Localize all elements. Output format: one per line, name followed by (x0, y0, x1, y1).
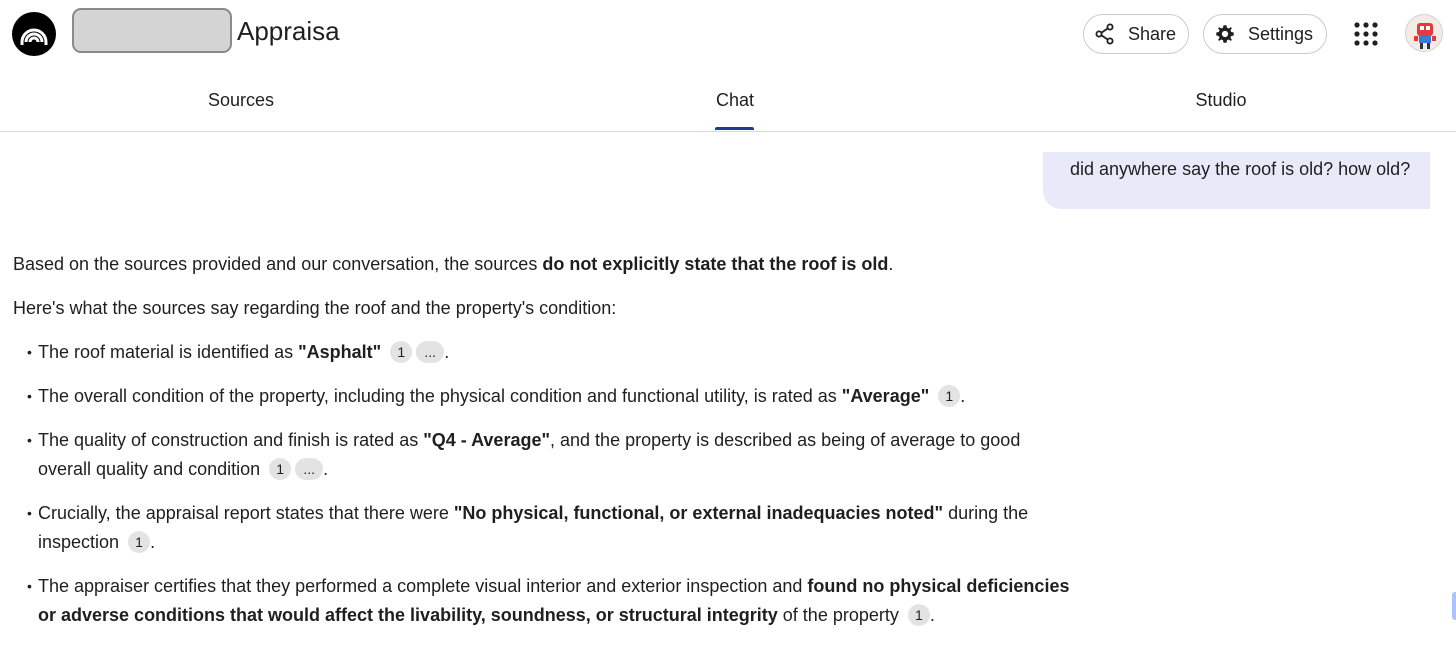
answer-bullet-list (13, 338, 1073, 630)
user-message-text: did anywhere say the roof is old? how old? (1070, 159, 1411, 179)
list-item (13, 382, 1073, 411)
scrollbar-handle[interactable] (1452, 592, 1456, 620)
answer-lead: Here's what the sources say regarding the roof and the property's condition: (13, 298, 617, 318)
notebook-logo-icon[interactable] (12, 12, 56, 56)
citation-more-chip[interactable]: ... (295, 458, 323, 480)
bullet-text: The appraiser certifies that they performed a complete visual interior and exterior inspection and (38, 576, 808, 596)
tab-chat[interactable]: Chat (715, 90, 755, 110)
redacted-title-box[interactable] (72, 8, 232, 53)
citation-chip[interactable]: 1 (938, 385, 960, 407)
bullet-period: . (444, 342, 450, 362)
settings-label: Settings (1248, 23, 1314, 44)
bullet-text: The overall condition of the property, including the physical condition and functional utility, is rated as (38, 386, 842, 406)
tab-studio[interactable]: Studio (1195, 90, 1247, 110)
bullet-text: Crucially, the appraisal report states that there were (38, 503, 454, 523)
settings-button[interactable] (1203, 14, 1327, 54)
bullet-text-tail: , and the property is described as being of average to good overall quality and condition (38, 430, 1021, 479)
intro-text: Based on the sources provided and our conversation, the sources (13, 254, 543, 274)
bullet-text: The roof material is identified as (38, 342, 299, 362)
citation-chip[interactable]: 1 (269, 458, 291, 480)
citation-chip[interactable]: 1 (908, 604, 930, 626)
active-tab-indicator (715, 127, 754, 130)
user-message-bubble (1043, 152, 1430, 209)
bullet-bold-text: "Asphalt" (298, 342, 382, 362)
assistant-answer (13, 250, 1073, 645)
notebook-title[interactable]: Appraisa (237, 16, 340, 46)
gear-icon (1214, 23, 1236, 45)
share-icon (1094, 23, 1116, 45)
answer-intro (13, 250, 1073, 279)
bullet-period: . (929, 605, 935, 625)
tab-sources[interactable]: Sources (207, 90, 275, 110)
list-item (13, 499, 1073, 557)
share-button[interactable] (1083, 14, 1189, 54)
robot-avatar-icon (1406, 15, 1443, 52)
intro-period: . (888, 254, 894, 274)
bullet-bold-text: "Q4 - Average" (423, 430, 551, 450)
list-item (13, 338, 1073, 367)
apps-grid-icon[interactable] (1352, 20, 1380, 48)
top-bar (0, 0, 1456, 68)
citation-chip[interactable]: 1 (128, 531, 150, 553)
citation-more-chip[interactable]: ... (416, 341, 444, 363)
bullet-period: . (960, 386, 966, 406)
list-item (13, 426, 1073, 484)
user-avatar[interactable] (1405, 14, 1443, 52)
bullet-period: . (323, 459, 329, 479)
bullet-bold-text: found no physical deficiencies or adverse conditions that would affect the livability, soundness, or structural integrity (38, 576, 1070, 625)
list-item (13, 572, 1073, 630)
bullet-period: . (150, 532, 156, 552)
bullet-bold-text: "No physical, functional, or external inadequacies noted" (453, 503, 944, 523)
intro-bold-text: do not explicitly state that the roof is old (542, 254, 889, 274)
bullet-text-tail: of the property (777, 605, 899, 625)
share-label: Share (1128, 23, 1177, 44)
bullet-text-tail: during the inspection (38, 503, 1029, 552)
citation-chip[interactable]: 1 (390, 341, 412, 363)
panel-tabs (0, 70, 1456, 132)
bullet-text: The quality of construction and finish is rated as (38, 430, 424, 450)
bullet-bold-text: "Average" (841, 386, 930, 406)
